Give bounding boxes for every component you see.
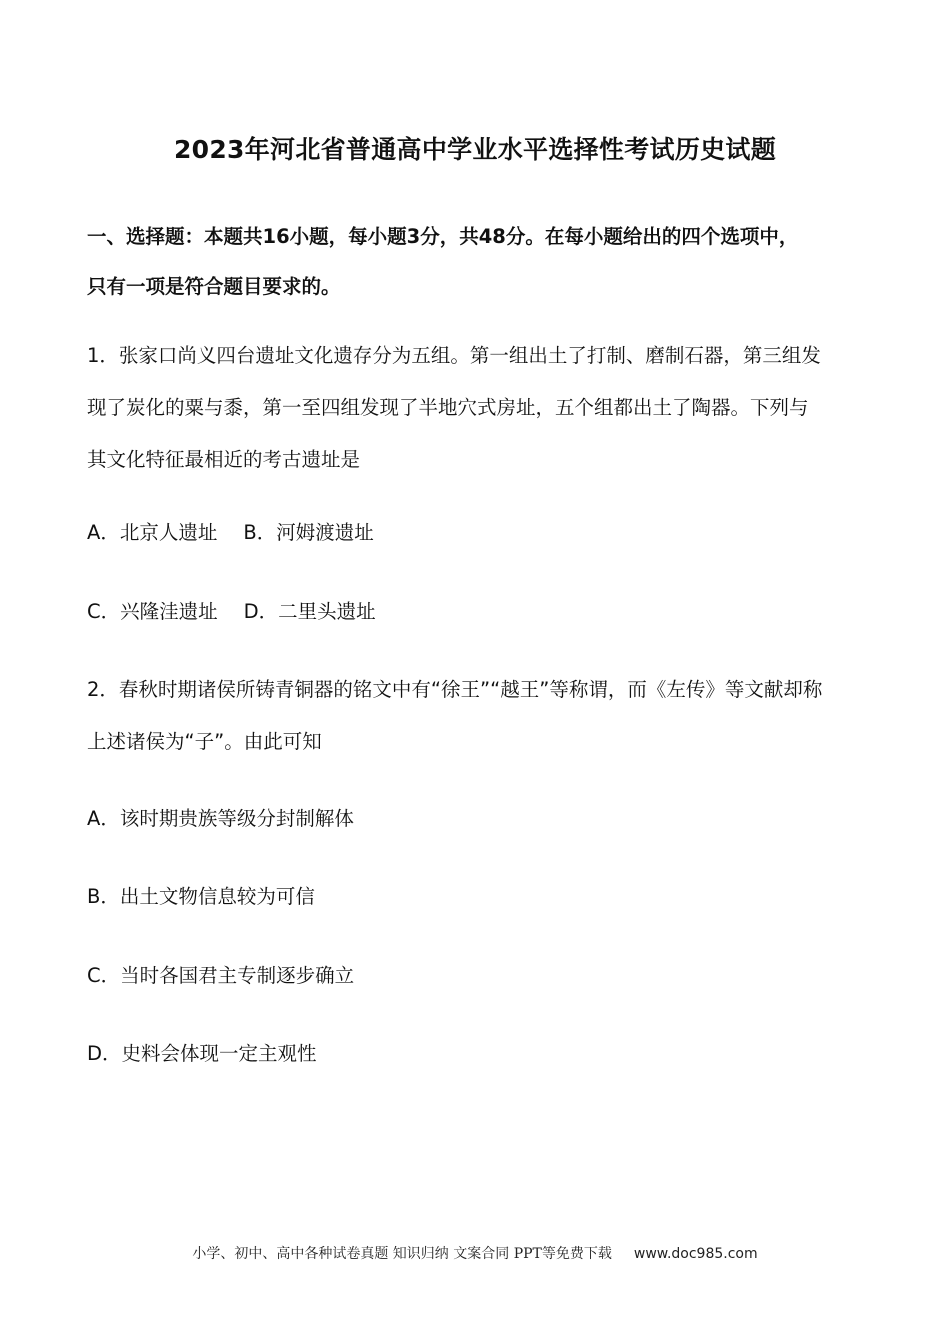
question-2-stem-line: 上述诸侯为“子”。由此可知 [87,730,322,753]
question-2-option-b: B．出土文物信息较为可信 [87,885,315,908]
question-1-option-b: B．河姆渡遗址 [243,521,374,544]
question-2-stem [87,664,877,768]
question-2-option-d: D．史料会体现一定主观性 [87,1042,317,1065]
section-header [87,212,867,312]
question-2-option-c: C．当时各国君主专制逐步确立 [87,964,355,987]
question-2-option-a: A．该时期贵族等级分封制解体 [87,807,354,830]
question-1-option-c: C．兴隆洼遗址 [87,600,218,623]
footer-url[interactable]: www.doc985.com [633,1246,758,1262]
section-header-line-2: 只有一项是符合题目要求的。 [87,275,341,298]
question-1-stem-line: 其文化特征最相近的考古遗址是 [87,448,361,471]
question-1-options-row-2 [87,597,376,627]
question-1-option-d: D．二里头遗址 [243,600,376,623]
section-header-line-1: 一、选择题：本题共16小题，每小题3分，共48分。在每小题给出的四个选项中， [87,225,799,248]
footer-text: 小学、初中、高中各种试卷真题 知识归纳 文案合同 PPT等免费下载 [192,1246,612,1262]
question-1-stem-line: 现了炭化的粟与黍，第一至四组发现了半地穴式房址，五个组都出土了陶器。下列与 [87,396,809,419]
question-1-stem-line: 1．张家口尚义四台遗址文化遗存分为五组。第一组出土了打制、磨制石器，第三组发 [87,344,821,367]
question-1-options-row-1 [87,518,374,548]
question-1-stem [87,330,877,486]
page-footer [0,1243,950,1265]
document-title: 2023年河北省普通高中学业水平选择性考试历史试题 [173,135,777,164]
question-1-option-a: A．北京人遗址 [87,521,218,544]
question-2-stem-line: 2．春秋时期诸侯所铸青铜器的铭文中有“徐王”“越王”等称谓，而《左传》等文献却称 [87,678,823,701]
